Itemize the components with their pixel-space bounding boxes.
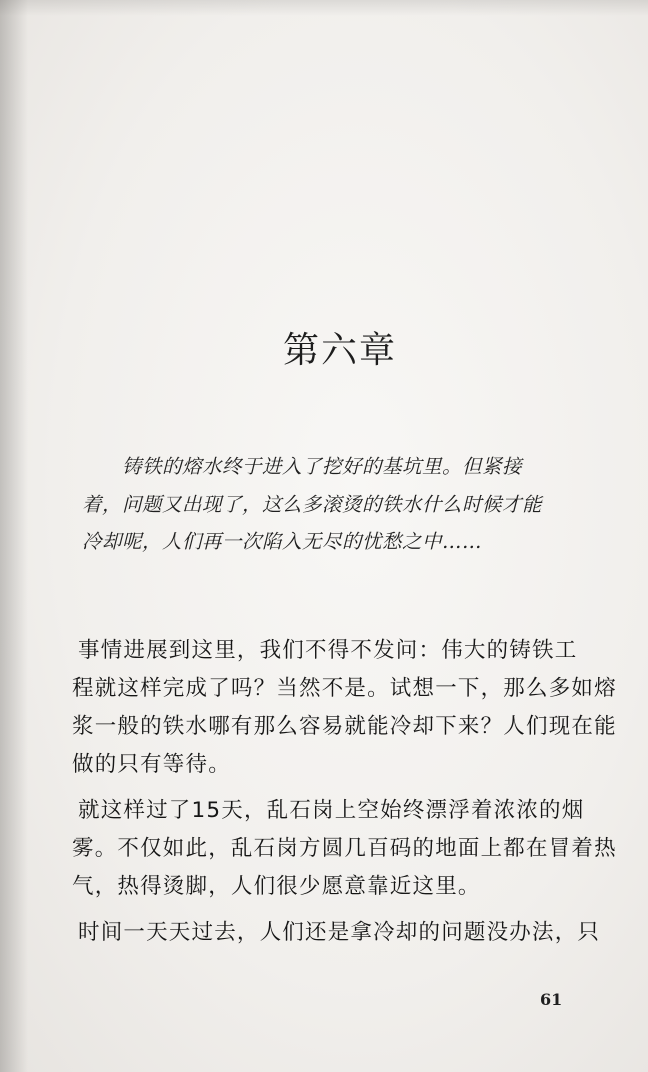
chapter-intro	[82, 448, 554, 561]
body-line: 浆一般的铁水哪有那么容易就能冷却下来？人们现在能	[72, 714, 617, 739]
page-number: 61	[540, 990, 563, 1009]
body-line: 时间一天天过去，人们还是拿冷却的问题没办法，只	[78, 920, 601, 945]
body-line: 事情进展到这里，我们不得不发问：伟大的铸铁工	[78, 638, 578, 663]
top-shadow	[0, 0, 648, 16]
chapter-title: 第六章	[282, 330, 397, 371]
paragraph-gap	[72, 906, 572, 914]
body-line: 程就这样完成了吗？当然不是。试想一下，那么多如熔	[72, 676, 617, 701]
body-line: 做的只有等待。	[72, 752, 231, 777]
paragraph-gap	[72, 784, 572, 792]
body-line: 就这样过了15天，乱石岗上空始终漂浮着浓浓的烟	[78, 798, 585, 823]
intro-line: 铸铁的熔水终于进入了挖好的基坑里。但紧接	[122, 455, 523, 478]
body-line: 气，热得烫脚，人们很少愿意靠近这里。	[72, 874, 481, 899]
spine-shadow	[0, 0, 28, 1072]
body-text	[72, 632, 617, 952]
intro-line: 着，问题又出现了，这么多滚烫的铁水什么时候才能	[82, 492, 543, 516]
body-line: 雾。不仅如此，乱石岗方圆几百码的地面上都在冒着热	[72, 836, 617, 861]
intro-line: 冷却呢，人们再一次陷入无尽的忧愁之中……	[82, 530, 483, 553]
